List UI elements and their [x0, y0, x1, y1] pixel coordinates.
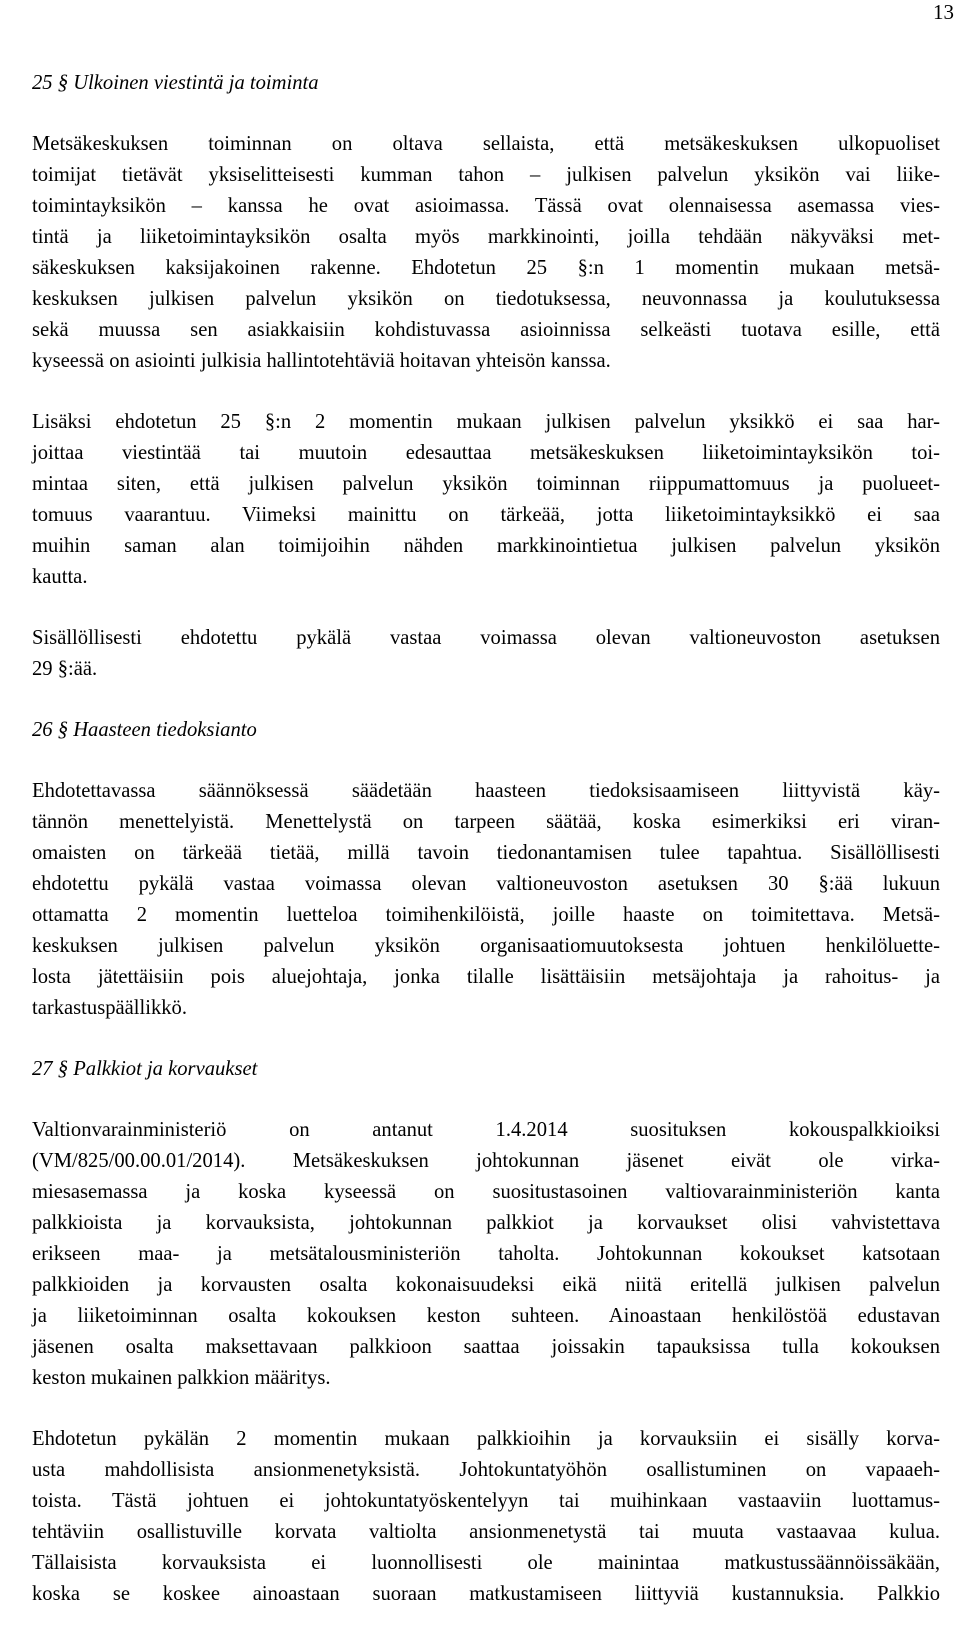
text-line: palkkioista ja korvauksista, johtokunnan palkkiot ja korvaukset olisi vahvistettava — [32, 1212, 940, 1234]
text-line: toimijat tietävät yksiselitteisesti kumman tahon – julkisen palvelun yksikön vai liike- — [32, 164, 940, 186]
section-heading-27: 27 § Palkkiot ja korvaukset — [32, 1058, 258, 1080]
text-line: Ehdotettavassa säännöksessä säädetään haasteen tiedoksisaamiseen liittyvistä käy- — [32, 780, 940, 802]
paragraph — [32, 1424, 940, 1610]
text-line: sekä muussa sen asiakkaisiin kohdistuvassa asioinnissa selkeästi tuotava esille, että — [32, 319, 940, 341]
paragraph — [32, 623, 940, 685]
text-line: Lisäksi ehdotetun 25 §:n 2 momentin mukaan julkisen palvelun yksikkö ei saa har- — [32, 411, 940, 433]
paragraph — [32, 776, 940, 1024]
text-line: Tällaisista korvauksista ei luonnollisesti ole mainintaa matkustussäännöissäkään, — [32, 1552, 940, 1574]
text-line: jäsenen osalta maksettavaan palkkioon saattaa joissakin tapauksissa tulla kokouksen — [32, 1336, 940, 1358]
text-line: miesasemassa ja koska kyseessä on suositustasoinen valtiovarainministeriön kanta — [32, 1181, 940, 1203]
text-line: koska se koskee ainoastaan suoraan matkustamiseen liittyviä kustannuksia. Palkkio — [32, 1583, 940, 1605]
text-line: toista. Tästä johtuen ei johtokuntatyöskentelyyn tai muihinkaan vastaaviin luottamus- — [32, 1490, 940, 1512]
text-line: erikseen maa- ja metsätalousministeriön taholta. Johtokunnan kokoukset katsotaan — [32, 1243, 940, 1265]
page-number: 13 — [933, 0, 954, 24]
text-line: Ehdotetun pykälän 2 momentin mukaan palkkioihin ja korvauksiin ei sisälly korva- — [32, 1428, 940, 1450]
section-heading-25: 25 § Ulkoinen viestintä ja toiminta — [32, 72, 319, 94]
text-line: Sisällöllisesti ehdotettu pykälä vastaa voimassa olevan valtioneuvoston asetuksen — [32, 627, 940, 649]
text-line: mintaa siten, että julkisen palvelun yksikön toiminnan riippumattomuus ja puolueet- — [32, 473, 940, 495]
text-line: kyseessä on asiointi julkisia hallintotehtäviä hoitavan yhteisön kanssa. — [32, 350, 611, 372]
text-line: tomuus vaarantuu. Viimeksi mainittu on tärkeää, jotta liiketoimintayksikkö ei saa — [32, 504, 940, 526]
text-line: toimintayksikön – kanssa he ovat asioimassa. Tässä ovat olennaisessa asemassa vies- — [32, 195, 940, 217]
text-line: (VM/825/00.00.01/2014). Metsäkeskuksen johtokunnan jäsenet eivät ole virka- — [32, 1150, 940, 1172]
text-line: ehdotettu pykälä vastaa voimassa olevan valtioneuvoston asetuksen 30 §:ää lukuun — [32, 873, 940, 895]
text-line: usta mahdollisista ansionmenetyksistä. Johtokuntatyöhön osallistuminen on vapaaeh- — [32, 1459, 940, 1481]
text-line: joittaa viestintää tai muutoin edesauttaa metsäkeskuksen liiketoimintayksikön toi- — [32, 442, 940, 464]
text-line: ottamatta 2 momentin luetteloa toimihenkilöistä, joille haaste on toimitettava. Metsä- — [32, 904, 940, 926]
text-line: losta jätettäisiin pois aluejohtaja, jonka tilalle lisättäisiin metsäjohtaja ja rahoitus- ja — [32, 966, 940, 988]
text-line: Valtionvarainministeriö on antanut 1.4.2014 suosituksen kokouspalkkioiksi — [32, 1119, 940, 1141]
text-line: säkeskuksen kaksijakoinen rakenne. Ehdotetun 25 §:n 1 momentin mukaan metsä- — [32, 257, 940, 279]
text-line: tarkastuspäällikkö. — [32, 997, 187, 1019]
paragraph — [32, 407, 940, 593]
text-line: keskuksen julkisen palvelun yksikön on tiedotuksessa, neuvonnassa ja koulutuksessa — [32, 288, 940, 310]
text-line: kautta. — [32, 566, 88, 588]
text-line: keskuksen julkisen palvelun yksikön organisaatiomuutoksesta johtuen henkilöluette- — [32, 935, 940, 957]
text-line: tehtäviin osallistuville korvata valtiolta ansionmenetystä tai muuta vastaavaa kulua. — [32, 1521, 940, 1543]
paragraph — [32, 129, 940, 377]
text-line: Metsäkeskuksen toiminnan on oltava sellaista, että metsäkeskuksen ulkopuoliset — [32, 133, 940, 155]
text-line: tännön menettelyistä. Menettelystä on tarpeen säätää, koska esimerkiksi eri viran- — [32, 811, 940, 833]
text-line: ja liiketoiminnan osalta kokouksen keston suhteen. Ainoastaan henkilöstöä edustavan — [32, 1305, 940, 1327]
text-line: tintä ja liiketoimintayksikön osalta myös markkinointi, joilla tehdään näkyväksi met- — [32, 226, 940, 248]
document-body — [32, 68, 940, 1610]
text-line: keston mukainen palkkion määritys. — [32, 1367, 331, 1389]
text-line: omaisten on tärkeää tietää, millä tavoin tiedonantamisen tulee tapahtua. Sisällöllisesti — [32, 842, 940, 864]
paragraph — [32, 1115, 940, 1394]
text-line: palkkioiden ja korvausten osalta kokonaisuudeksi eikä niitä eritellä julkisen palvelun — [32, 1274, 940, 1296]
text-line: muihin saman alan toimijoihin nähden markkinointietua julkisen palvelun yksikön — [32, 535, 940, 557]
text-line: 29 §:ää. — [32, 658, 98, 680]
section-heading-26: 26 § Haasteen tiedoksianto — [32, 719, 257, 741]
